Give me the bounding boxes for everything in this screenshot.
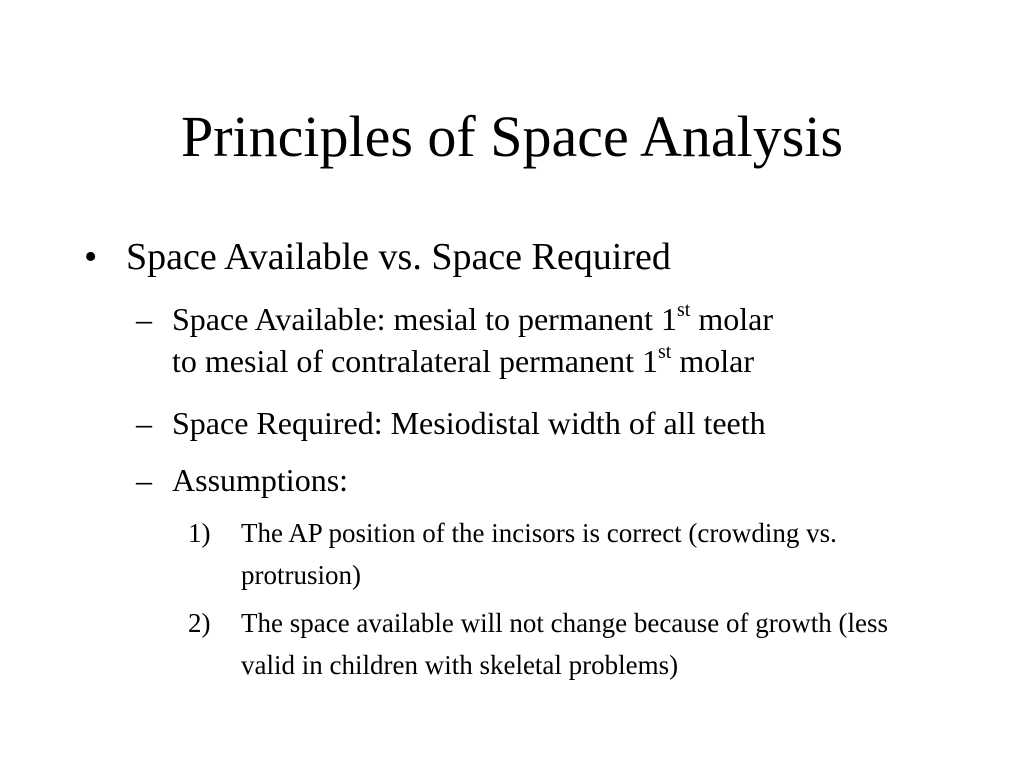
- subitem-assumptions: [136, 459, 956, 501]
- number-marker: 2): [188, 608, 211, 638]
- dash-marker: –: [136, 301, 152, 337]
- text-segment: to mesial of contralateral permanent 1: [172, 343, 659, 379]
- numbered-item-text: The AP position of the incisors is correct (crowding vs. protrusion): [241, 518, 837, 590]
- numbered-item-2: [188, 602, 908, 686]
- numbered-item-1: [188, 512, 908, 596]
- text-segment: molar: [690, 301, 773, 337]
- superscript: st: [677, 299, 691, 322]
- subitem-space-available: [136, 298, 956, 382]
- text-segment: Space Available: mesial to permanent 1: [172, 301, 678, 337]
- bullet-text: Space Available vs. Space Required: [126, 236, 671, 278]
- subitem-text: Assumptions:: [172, 462, 349, 498]
- dash-marker: –: [136, 462, 152, 498]
- superscript: st: [658, 341, 672, 364]
- numbered-item-text: The space available will not change because of growth (less valid in children with skeletal problems): [241, 608, 888, 680]
- dash-marker: –: [136, 405, 152, 441]
- subitem-text: [172, 298, 956, 382]
- bullet-space-available-vs-required: [84, 233, 984, 281]
- subitem-space-required: [136, 402, 956, 444]
- text-segment: molar: [671, 343, 754, 379]
- subitem-text: Space Required: Mesiodistal width of all teeth: [172, 405, 766, 441]
- slide-title: Principles of Space Analysis: [180, 104, 844, 169]
- number-marker: 1): [188, 518, 211, 548]
- bullet-marker: •: [84, 236, 98, 278]
